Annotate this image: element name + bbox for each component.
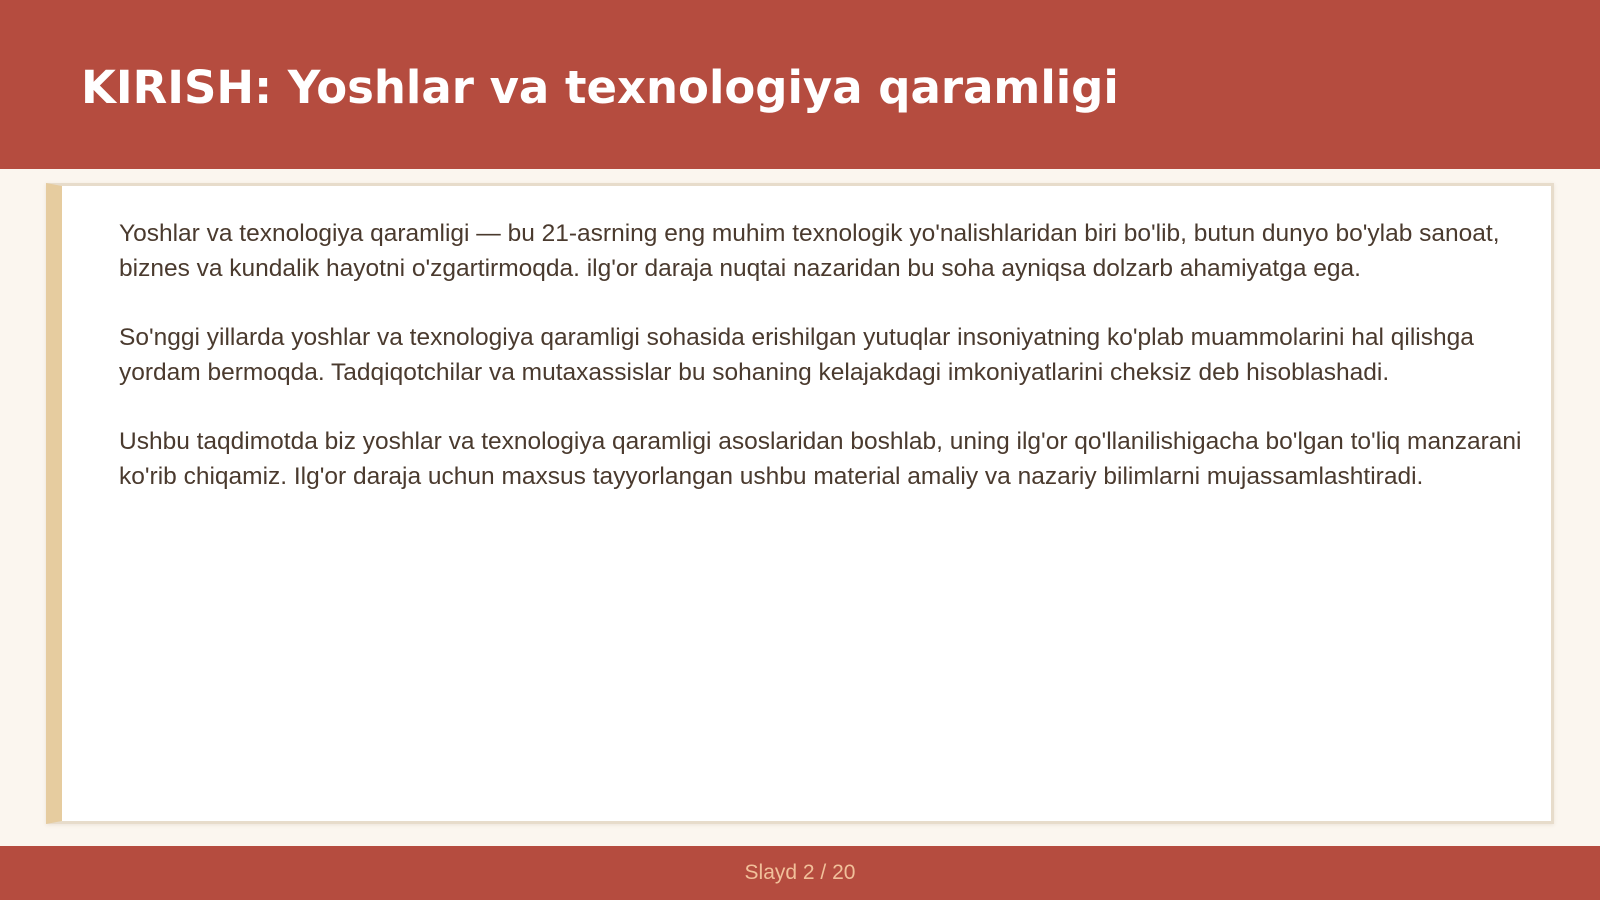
slide-footer <box>0 846 1600 900</box>
content-card <box>46 183 1554 824</box>
paragraph-achievements: So'nggi yillarda yoshlar va texnologiya qaramligi sohasida erishilgan yutuqlar insoniyatning ko'plab muammolarini hal qilishga yordam bermoqda. Tadqiqotchilar va mutaxassislar bu sohaning kelajakdagi imkoniyatlarini cheksiz deb hisoblashadi. <box>119 324 1474 386</box>
content-body <box>119 216 1524 528</box>
slide-header <box>0 0 1600 169</box>
paragraph-intro: Yoshlar va texnologiya qaramligi — bu 21-asrning eng muhim texnologik yo'nalishlaridan biri bo'lib, butun dunyo bo'ylab sanoat, biznes va kundalik hayotni o'zgartirmoqda. ilg'or daraja nuqtai nazaridan bu soha ayniqsa dolzarb ahamiyatga ega. <box>119 220 1500 282</box>
slide-title: KIRISH: Yoshlar va texnologiya qaramligi <box>81 61 1119 114</box>
paragraph-overview: Ushbu taqdimotda biz yoshlar va texnologiya qaramligi asoslaridan boshlab, uning ilg'or qo'llanilishigacha bo'lgan to'liq manzarani ko'rib chiqamiz. Ilg'or daraja uchun maxsus tayyorlangan ushbu material amaliy va nazariy bilimlarni mujassamlashtiradi. <box>119 428 1522 490</box>
slide-counter: Slayd 2 / 20 <box>744 861 856 884</box>
